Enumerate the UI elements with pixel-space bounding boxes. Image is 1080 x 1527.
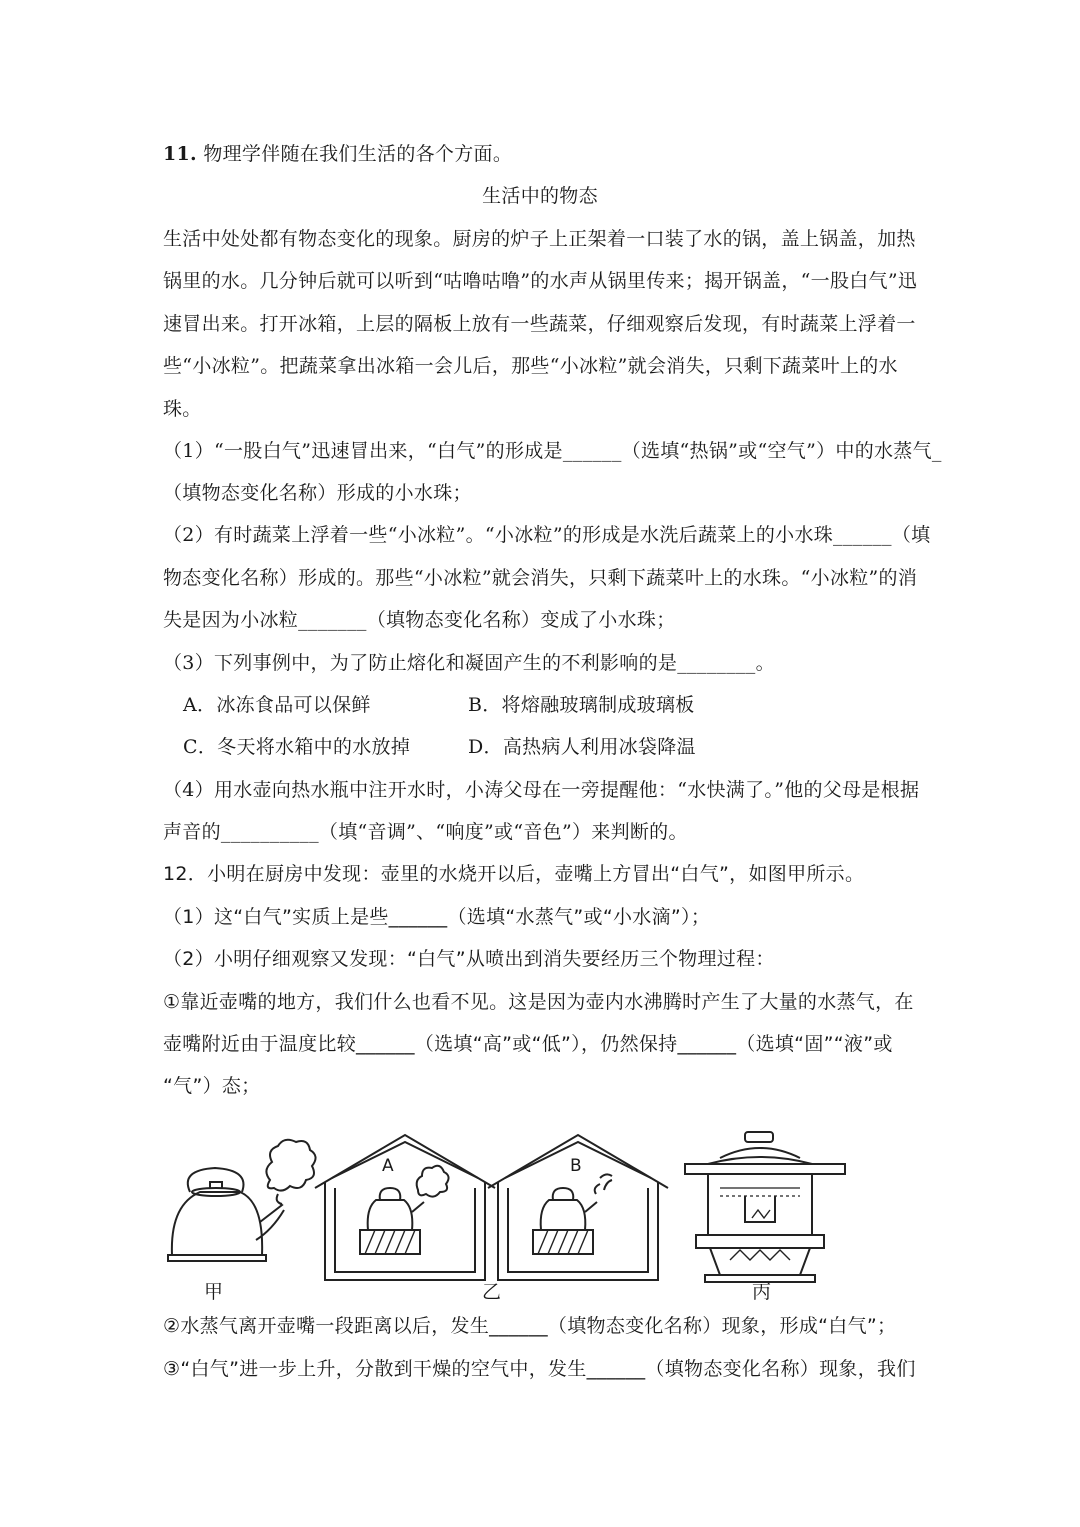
q11-sub4-line: 声音的__________（填“音调”、“响度”或“音色”）来判断的。 xyxy=(163,821,688,843)
q11-sub4-line: （4）用水壶向热水瓶中注开水时，小涛父母在一旁提醒他：“水快满了。”他的父母是根据 xyxy=(163,779,920,801)
q11-sub1-line: （填物态变化名称）形成的小水珠； xyxy=(163,482,472,504)
q11-sub1-line: （1）“一股白气”迅速冒出来，“白气”的形成是______（选填“热锅”或“空气”）中的水蒸气_ xyxy=(163,440,942,462)
q12-step2: ②水蒸气离开壶嘴一段距离以后，发生______（填物态变化名称）现象，形成“白气”； xyxy=(163,1315,897,1337)
option-a: A．冰冻食品可以保鲜 xyxy=(183,694,371,716)
label-a: A xyxy=(382,1156,394,1176)
caption-yi: 乙 xyxy=(482,1281,502,1303)
passage-line: 生活中处处都有物态变化的现象。厨房的炉子上正架着一口装了水的锅，盖上锅盖，加热 xyxy=(163,228,916,250)
passage-line: 珠。 xyxy=(163,398,202,420)
q12-step1-line: ①靠近壶嘴的地方，我们什么也看不见。这是因为壶内水沸腾时产生了大量的水蒸气，在 xyxy=(163,991,914,1013)
figure-drawing xyxy=(160,1130,880,1305)
q12-heading: 12．小明在厨房中发现：壶里的水烧开以后，壶嘴上方冒出“白气”，如图甲所示。 xyxy=(163,863,865,885)
q11-number: 11. xyxy=(163,143,197,165)
q11-sub2-line: 物态变化名称）形成的。那些“小冰粒”就会消失，只剩下蔬菜叶上的水珠。“小冰粒”的消 xyxy=(163,567,918,589)
house-a-icon xyxy=(315,1135,495,1280)
q12-sub1: （1）这“白气”实质上是些______（选填“水蒸气”或“小水滴”）； xyxy=(163,906,711,928)
q11-intro: 物理学伴随在我们生活的各个方面。 xyxy=(203,143,513,165)
option-d: D．高热病人利用冰袋降温 xyxy=(468,736,696,758)
q11-sub2-line: （2）有时蔬菜上浮着一些“小冰粒”。“小冰粒”的形成是水洗后蔬菜上的小水珠______（填 xyxy=(163,524,931,546)
caption-bing: 丙 xyxy=(752,1281,772,1303)
figure-panels xyxy=(160,1130,880,1305)
q12-step3: ③“白气”进一步上升，分散到干燥的空气中，发生______（填物态变化名称）现象，我们 xyxy=(163,1358,916,1380)
q11-sub3: （3）下列事例中，为了防止熔化和凝固产生的不利影响的是________。 xyxy=(163,652,775,674)
passage-title: 生活中的物态 xyxy=(482,185,598,207)
pot-stove-bing-icon xyxy=(685,1132,845,1282)
passage-line: 些“小冰粒”。把蔬菜拿出冰箱一会儿后，那些“小冰粒”就会消失，只剩下蔬菜叶上的水 xyxy=(163,355,898,377)
option-b: B．将熔融玻璃制成玻璃板 xyxy=(468,694,695,716)
passage-line: 锅里的水。几分钟后就可以听到“咕噜咕噜”的水声从锅里传来；揭开锅盖，“一股白气”迅 xyxy=(163,270,918,292)
q11-heading xyxy=(163,141,512,167)
passage-line: 速冒出来。打开冰箱，上层的隔板上放有一些蔬菜，仔细观察后发现，有时蔬菜上浮着一 xyxy=(163,313,916,335)
label-b: B xyxy=(570,1156,582,1176)
q12-step1-line: 壶嘴附近由于温度比较______（选填“高”或“低”），仍然保持______（选填“固”“液”或 xyxy=(163,1033,893,1055)
caption-jia: 甲 xyxy=(204,1281,224,1303)
q12-step1-line: “气”）态； xyxy=(163,1075,261,1097)
q12-sub2: （2）小明仔细观察又发现：“白气”从喷出到消失要经历三个物理过程： xyxy=(163,948,775,970)
option-c: C．冬天将水箱中的水放掉 xyxy=(183,736,411,758)
q11-sub2-line: 失是因为小冰粒_______（填物态变化名称）变成了小水珠； xyxy=(163,609,676,631)
kettle-jia-icon xyxy=(168,1140,316,1261)
